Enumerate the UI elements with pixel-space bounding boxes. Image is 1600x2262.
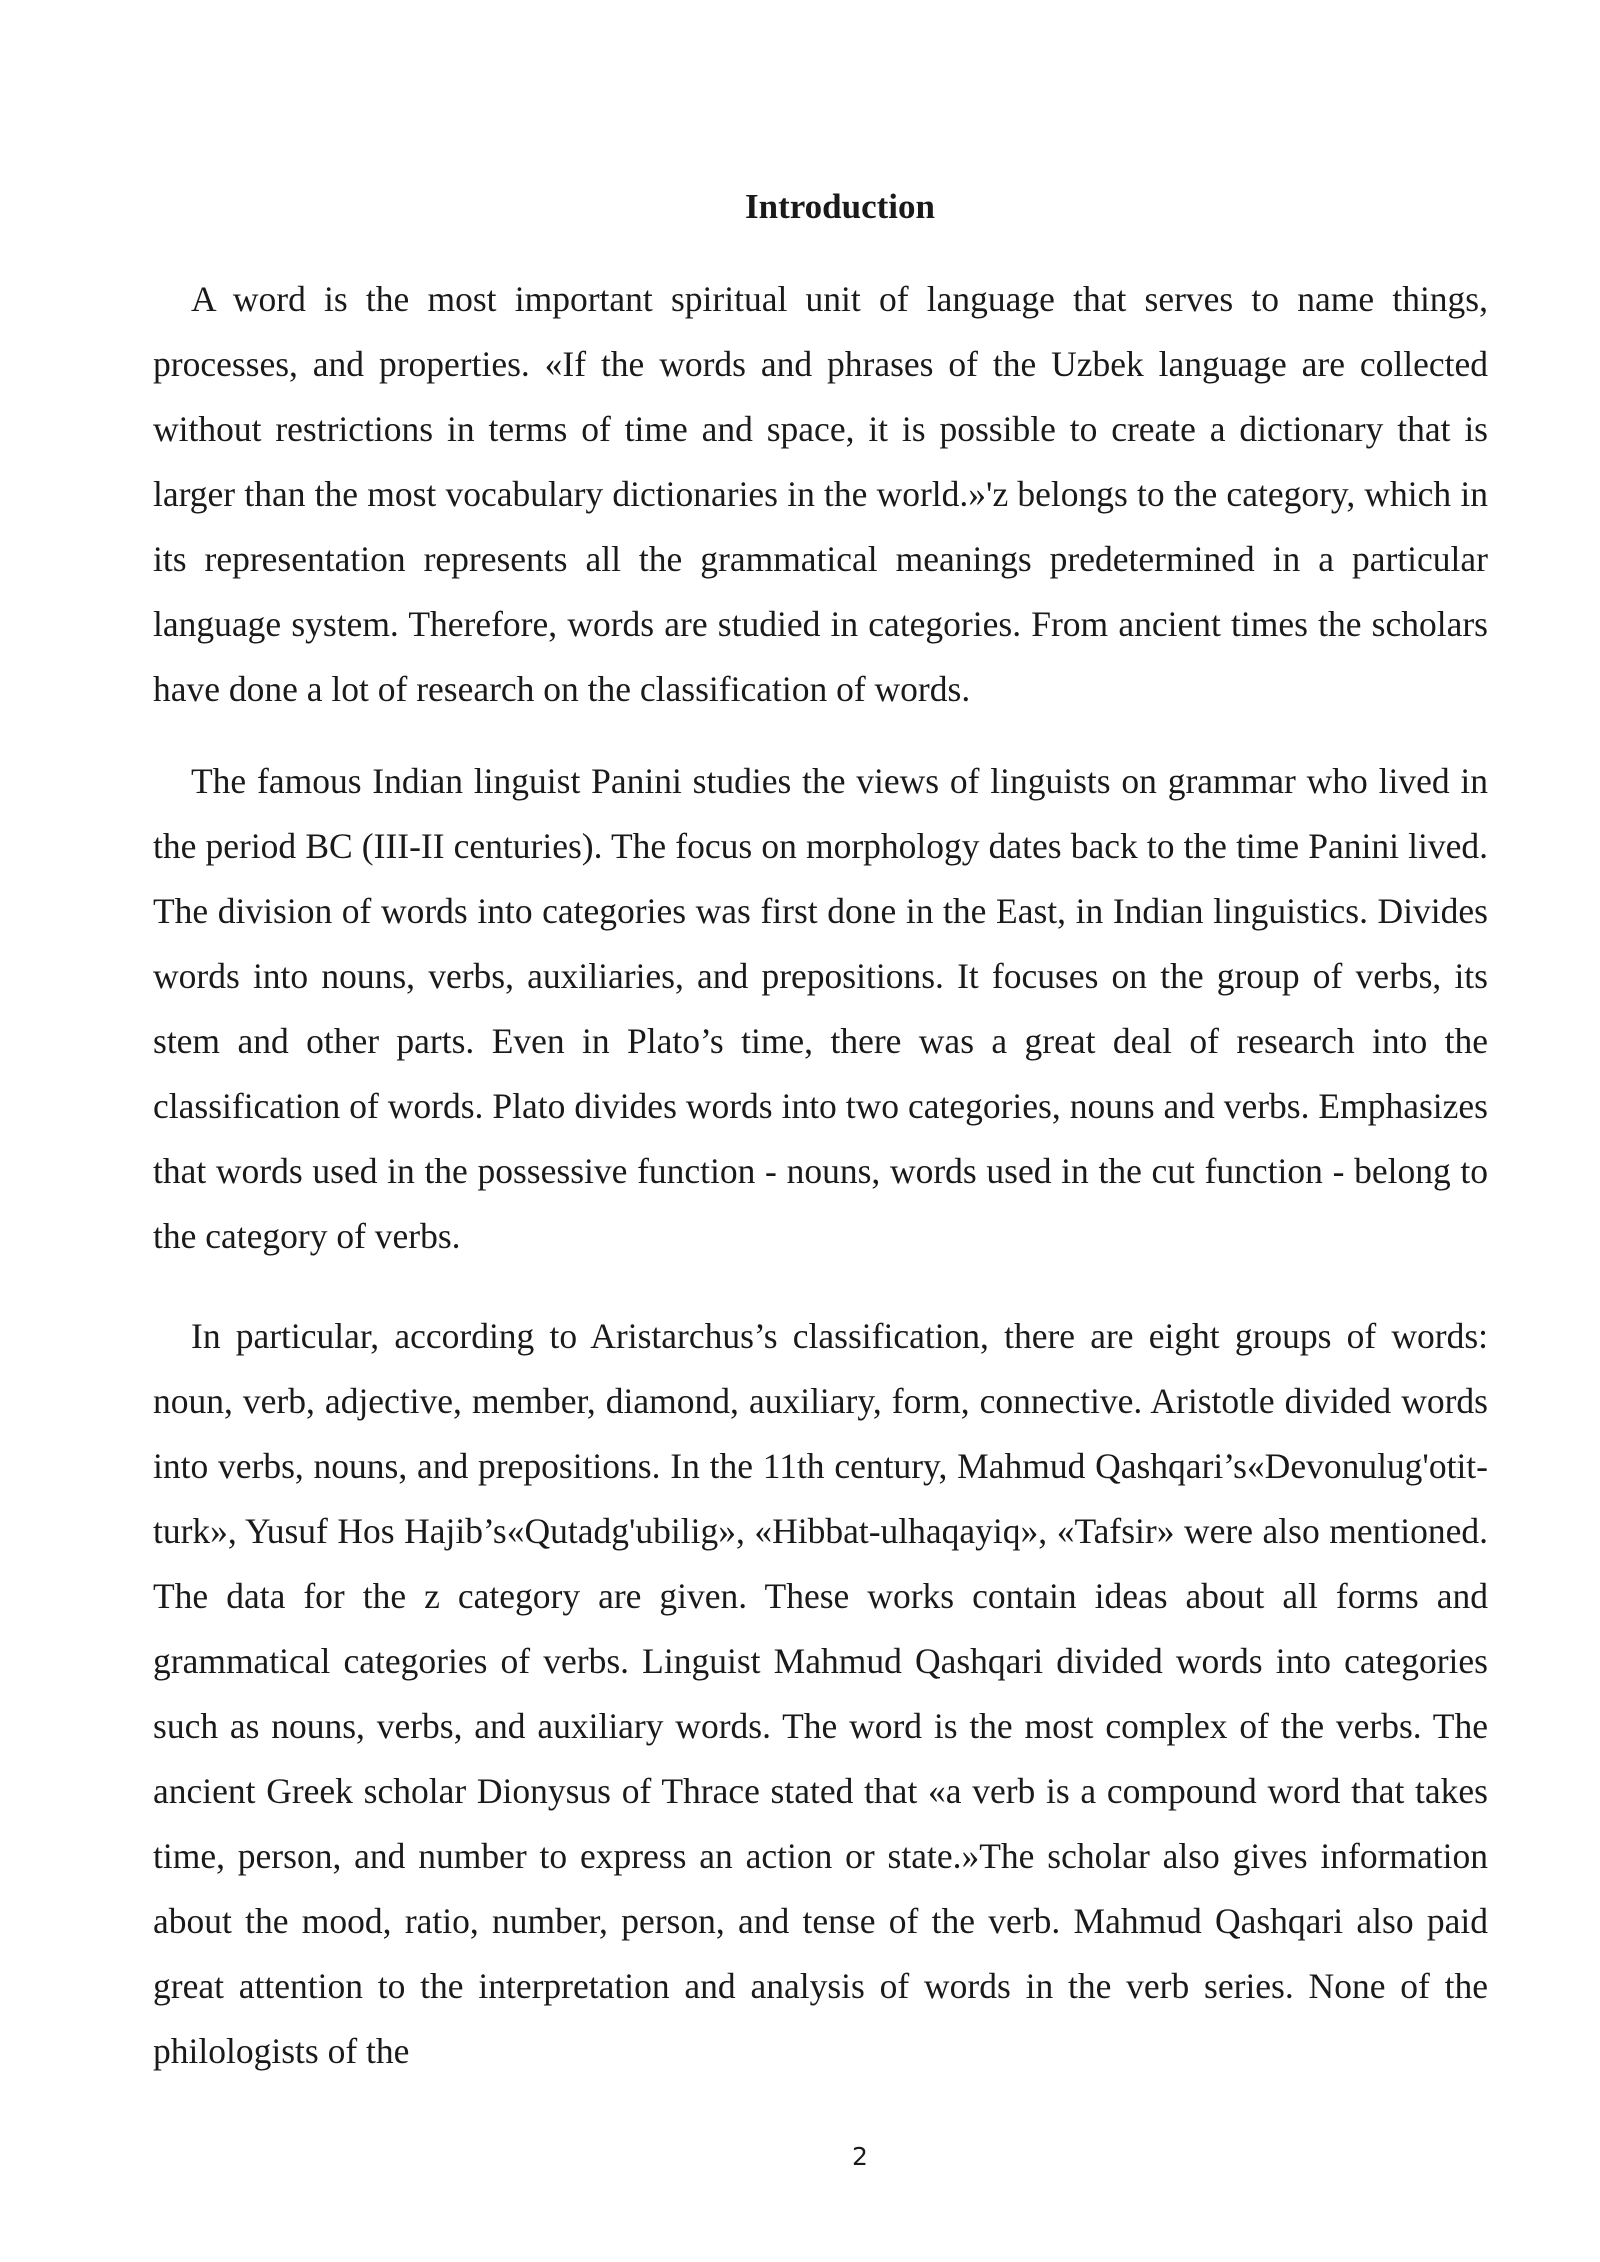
paragraph-panini: The famous Indian linguist Panini studies the views of linguists on grammar who lived in the period BC (III-II centuries). The focus on morphology dates back to the time Panini lived. The division of words into categories was first done in the East, in Indian linguistics. Divides words into nouns, verbs, auxiliaries, and prepositions. It focuses on the group of verbs, its stem and other parts. Even in Plato’s time, there was a great deal of research into the classification of words. Plato divides words into two categories, nouns and verbs. Emphasizes that words used in the possessive function - nouns, words used in the cut function - belong to the category of verbs. — [153, 761, 1488, 1256]
paragraph-word-definition: A word is the most important spiritual unit of language that serves to name things, processes, and properties. «If the words and phrases of the Uzbek language are collected without restrictions in terms of time and space, it is possible to create a dictionary that is larger than the most vocabulary dictionaries in the world.»'z belongs to the category, which in its representation represents all the grammatical meanings predetermined in a particular language system. Therefore, words are studied in categories. From ancient times the scholars have done a lot of research on the classification of words. — [153, 279, 1488, 709]
page-number: 2 — [852, 2142, 868, 2171]
page-title: Introduction — [745, 187, 935, 226]
paragraph-aristarchus: In particular, according to Aristarchus’s classification, there are eight groups of words: noun, verb, adjective, member, diamond, auxiliary, form, connective. Aristotle divided words into verbs, nouns, and prepositions. In the 11th century, Mahmud Qashqari’s«Devonulug'otit-turk», Yusuf Hos Hajib’s«Qutadg'ubilig», «Hibbat-ulhaqayiq», «Tafsir» were also mentioned. The data for the z category are given. These works contain ideas about all forms and grammatical categories of verbs. Linguist Mahmud Qashqari divided words into categories such as nouns, verbs, and auxiliary words. The word is the most complex of the verbs. The ancient Greek scholar Dionysus of Thrace stated that «a verb is a compound word that takes time, person, and number to express an action or state.»The scholar also gives information about the mood, ratio, number, person, and tense of the verb. Mahmud Qashqari also paid great attention to the interpretation and analysis of words in the verb series. None of the philologists of the — [153, 1316, 1488, 2071]
